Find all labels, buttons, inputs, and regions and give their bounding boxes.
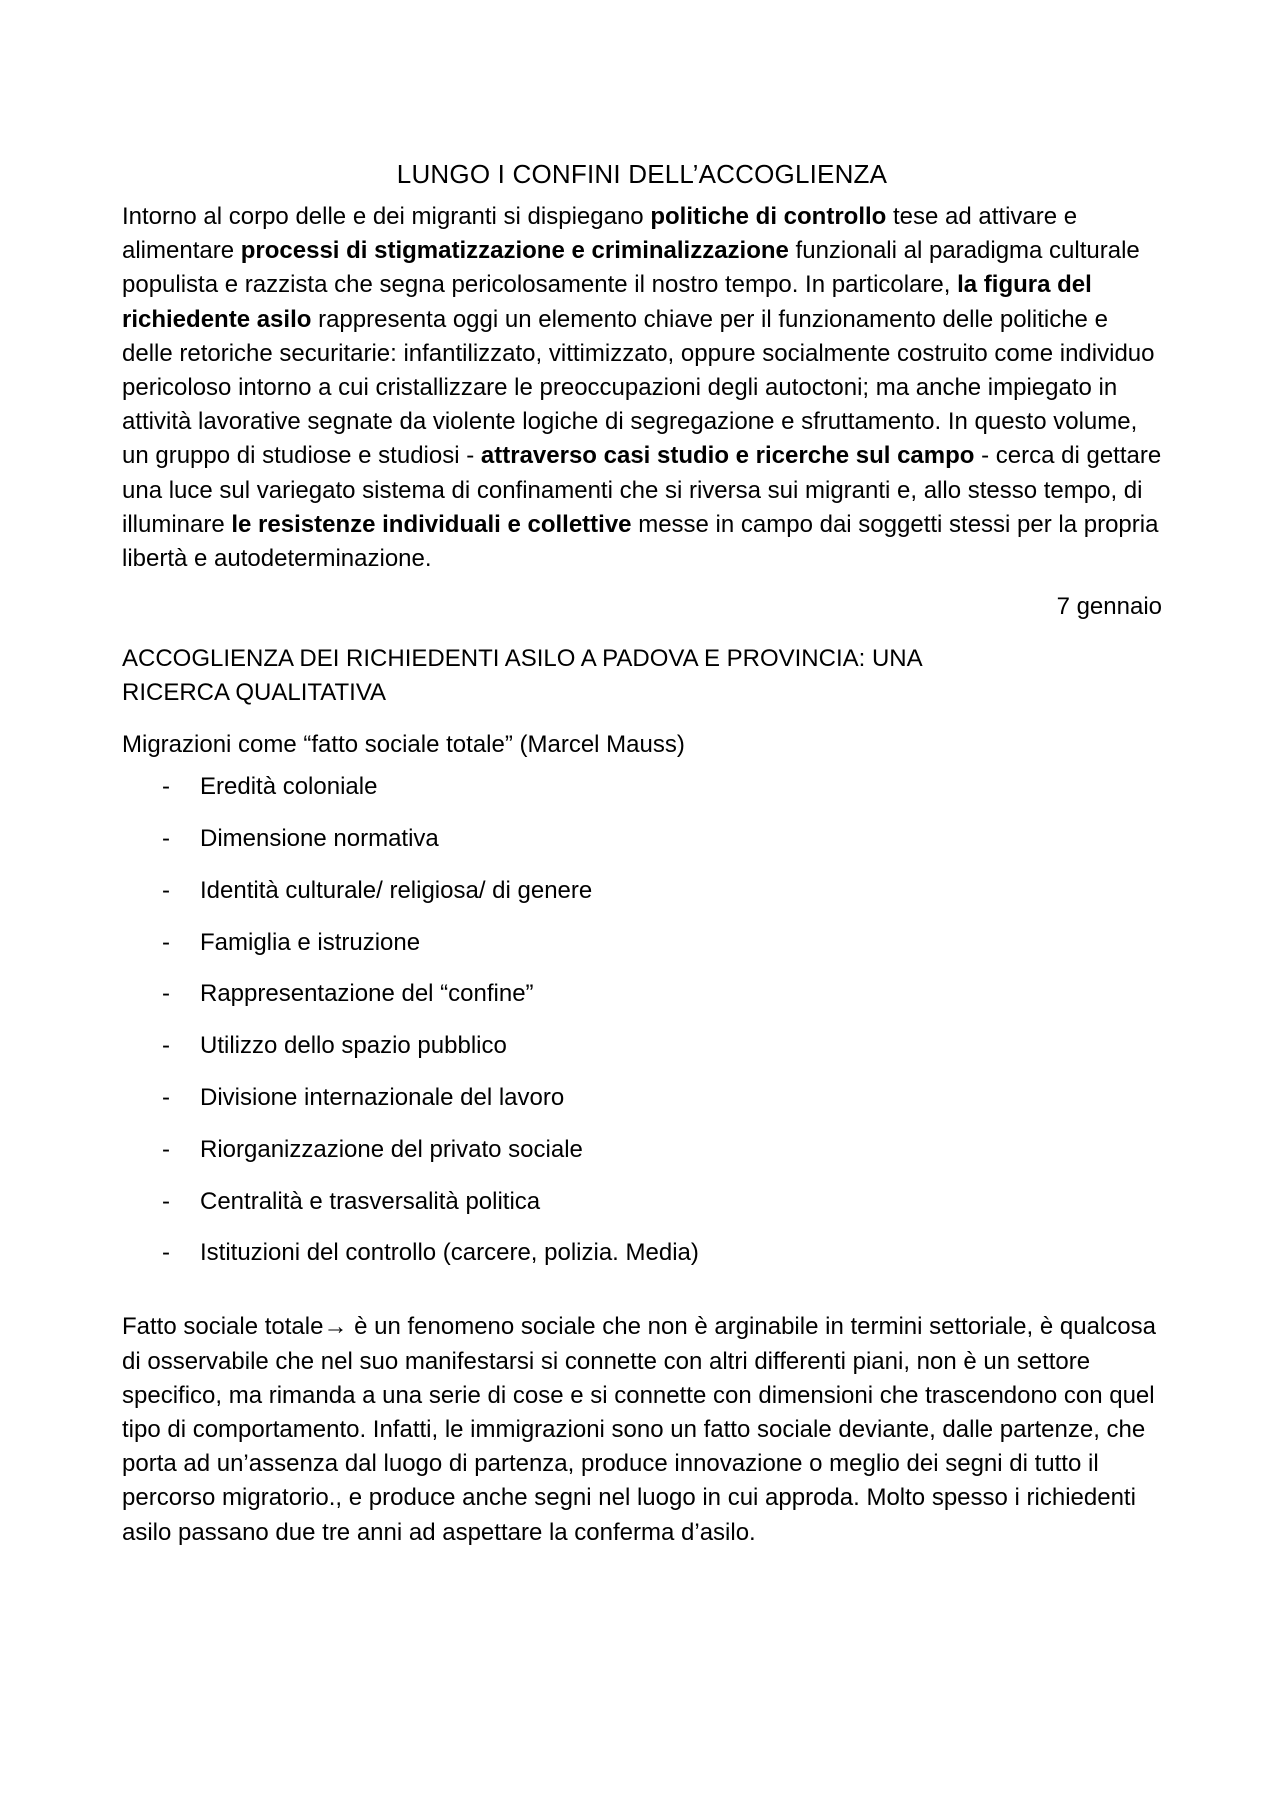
section-heading: ACCOGLIENZA DEI RICHIEDENTI ASILO A PADOVA E PROVINCIA: UNA RICERCA QUALITATIVA bbox=[122, 645, 922, 707]
list-item bbox=[122, 977, 1162, 1011]
intro-segment-bold: le resistenze individuali e collettive bbox=[231, 510, 632, 538]
intro-segment: funzionali al paradigma culturale populista e razzista che segna pericolosamente il nostro tempo. In particolare, bbox=[122, 237, 1140, 299]
list-item bbox=[122, 926, 1162, 960]
intro-segment: rappresenta oggi un elemento chiave per il funzionamento delle politiche e delle retoriche securitarie: infantilizzato, vittimizzato, oppure socialmente costruito come individuo pericoloso intorno a cui cristallizzare le preoccupazioni degli autoctoni; ma anche impiegato in attività lavorative segnate da violente logiche di segregazione e sfruttamento. In questo volume, un gruppo di studiose e studiosi - bbox=[122, 305, 1155, 470]
bullet-dash: - bbox=[162, 1239, 170, 1267]
list-item-text: Identità culturale/ religiosa/ di genere bbox=[200, 876, 593, 904]
bullet-list bbox=[122, 770, 1162, 1270]
bullet-dash: - bbox=[162, 980, 170, 1008]
list-item bbox=[122, 874, 1162, 908]
date-label: 7 gennaio bbox=[1056, 593, 1162, 621]
list-item bbox=[122, 1236, 1162, 1270]
list-item bbox=[122, 1029, 1162, 1063]
list-item bbox=[122, 822, 1162, 856]
intro-segment-bold: processi di stigmatizzazione e criminalizzazione bbox=[240, 237, 789, 265]
bullet-dash: - bbox=[162, 1187, 170, 1215]
list-item-text: Utilizzo dello spazio pubblico bbox=[200, 1032, 507, 1060]
list-item bbox=[122, 770, 1162, 804]
list-item-text: Centralità e trasversalità politica bbox=[200, 1187, 541, 1215]
document-title: LUNGO I CONFINI DELL’ACCOGLIENZA bbox=[396, 159, 888, 189]
bullet-dash: - bbox=[162, 1084, 170, 1112]
bullet-dash: - bbox=[162, 928, 170, 956]
intro-paragraph bbox=[122, 200, 1162, 576]
list-item-text: Istituzioni del controllo (carcere, polizia. Media) bbox=[200, 1239, 699, 1267]
document-page bbox=[122, 158, 1162, 1550]
bullet-dash: - bbox=[162, 825, 170, 853]
bullet-dash: - bbox=[162, 876, 170, 904]
intro-segment-bold: attraverso casi studio e ricerche sul campo bbox=[480, 442, 975, 470]
list-item bbox=[122, 1081, 1162, 1115]
intro-segment: Intorno al corpo delle e dei migranti si dispiegano bbox=[122, 203, 651, 230]
list-item-text: Rappresentazione del “confine” bbox=[200, 980, 534, 1008]
section-subtitle: Migrazioni come “fatto sociale totale” (Marcel Mauss) bbox=[122, 731, 685, 759]
bullet-dash: - bbox=[162, 1135, 170, 1163]
closing-paragraph: Fatto sociale totale→ è un fenomeno sociale che non è arginabile in termini settoriale, è qualcosa di osservabile che nel suo manifestarsi si connette con altri differenti piani, non è un settore specifico, ma rimanda a una serie di cose e si connette con dimensioni che trascendono con quel tipo di comportamento. Infatti, le immigrazioni sono un fatto sociale deviante, dalle partenze, che porta ad un’assenza dal luogo di partenza, produce innovazione o meglio dei segni di tutto il percorso migratorio., e produce anche segni nel luogo in cui approda. Molto spesso i richiedenti asilo passano due tre anni ad aspettare la conferma d’asilo. bbox=[122, 1313, 1156, 1546]
bullet-dash: - bbox=[162, 1032, 170, 1060]
list-item-text: Dimensione normativa bbox=[200, 825, 439, 853]
intro-segment: messe in campo dai soggetti stessi per la propria libertà e autodeterminazione. bbox=[122, 510, 1159, 573]
list-item bbox=[122, 1133, 1162, 1167]
list-item-text: Eredità coloniale bbox=[200, 773, 378, 801]
intro-segment-bold: politiche di controllo bbox=[650, 203, 887, 230]
list-item-text: Riorganizzazione del privato sociale bbox=[200, 1135, 583, 1163]
bullet-dash: - bbox=[162, 773, 170, 801]
list-item bbox=[122, 1185, 1162, 1219]
list-item-text: Divisione internazionale del lavoro bbox=[200, 1084, 565, 1112]
intro-segment: - cerca di gettare una luce sul variegato sistema di confinamenti che si riversa sui migranti e, allo stesso tempo, di illuminare bbox=[122, 442, 1162, 538]
list-item-text: Famiglia e istruzione bbox=[200, 928, 421, 956]
intro-segment: tese ad attivare e alimentare bbox=[122, 203, 1078, 265]
intro-segment-bold: la figura del richiedente asilo bbox=[122, 271, 1092, 333]
